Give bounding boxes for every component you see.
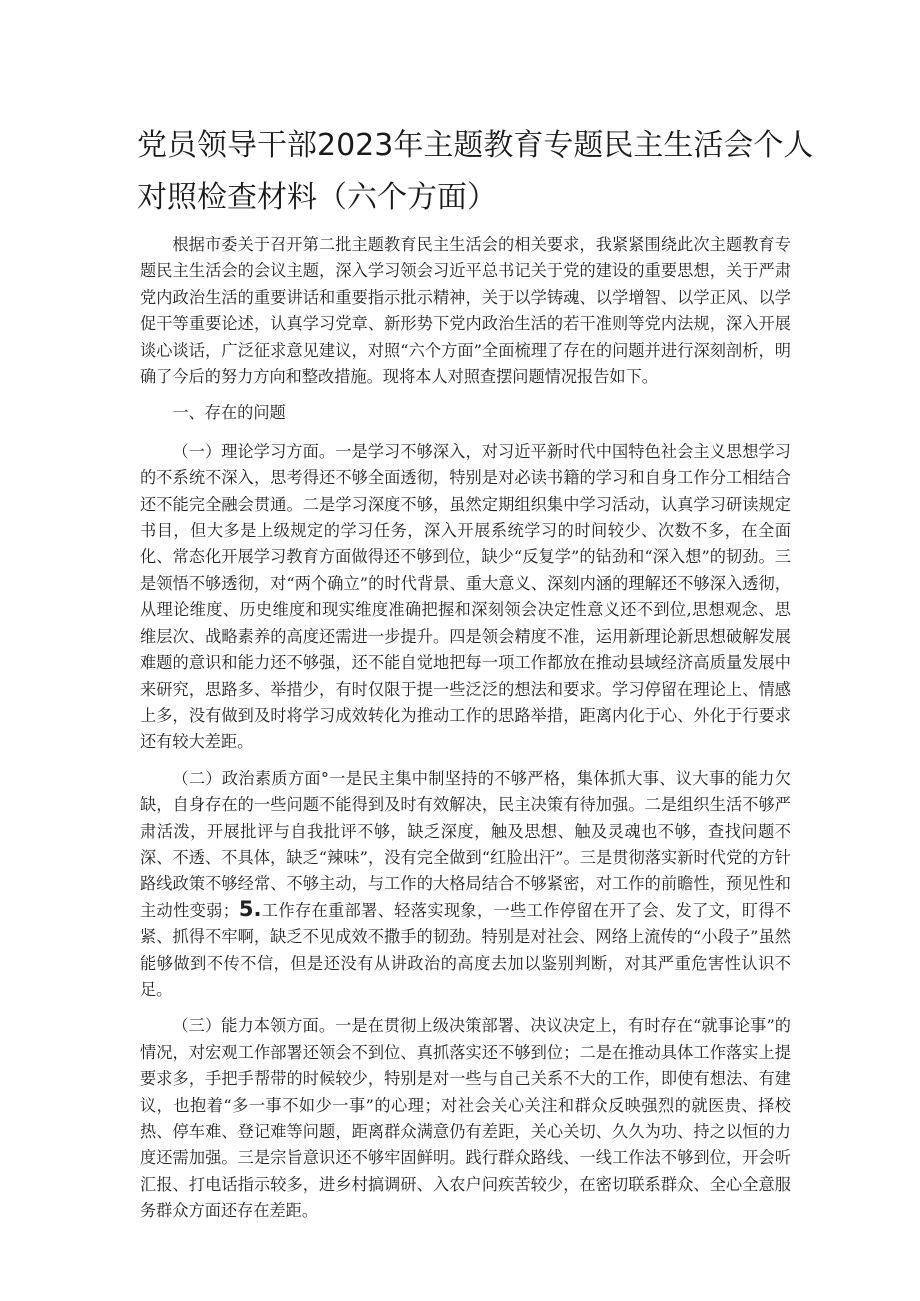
document-title (137, 120, 814, 224)
item-number-5: 5. (238, 896, 262, 921)
political-quality-text-b: 工作存在重部署、轻落实现象，一些工作停留在开了会、发了文，盯得不紧、抓得不牢啊，缺乏不见成效不撒手的韧劲。特别是对社会、网络上流传的“小段子”虽然能够做到不传不信，但是还没有从讲政治的高度去加以鉴别判断，对其严重危害性认识不足。 (140, 900, 791, 999)
intro-paragraph: 根据市委关于召开第二批主题教育民主生活会的相关要求，我紧紧围绕此次主题教育专题民主生活会的会议主题，深入学习领会习近平总书记关于党的建设的重要思想，关于严肃党内政治生活的重要讲话和重要指示批示精神，关于以学铸魂、以学增智、以学正风、以学促干等重要论述，认真学习党章、新形势下党内政治生活的若干准则等党内法规，深入开展谈心谈话，广泛征求意见建议，对照“六个方面”全面梳理了存在的问题并进行深刻剖析，明确了今后的努力方向和整改措施。现将本人对照查摆问题情况报告如下。 (140, 235, 791, 387)
title-line-1: 党员领导干部2023年主题教育专题民主生活会个人 (137, 128, 814, 163)
theory-study-paragraph: （一）理论学习方面。一是学习不够深入，对习近平新时代中国特色社会主义思想学习的不系统不深入，思考得还不够全面透彻，特别是对必读书籍的学习和自身工作分工相结合还不能完全融会贯通。二是学习深度不够，虽然定期组织集中学习活动，认真学习研读规定书目，但大多是上级规定的学习任务，深入开展系统学习的时间较少、次数不多，在全面化、常态化开展学习教育方面做得还不够到位，缺少“反复学”的钻劲和“深入想”的韧劲。三是领悟不够透彻，对“两个确立”的时代背景、重大意义、深刻内涵的理解还不够深入透彻，从理论维度、历史维度和现实维度准确把握和深刻领会决定性意义还不到位,思想观念、思维层次、战略素养的高度还需进一步提升。四是领会精度不准，运用新理论新思想破解发展难题的意识和能力还不够强，还不能自觉地把每一项工作都放在推动县域经济高质量发展中来研究，思路多、举措少，有时仅限于提一些泛泛的想法和要求。学习停留在理论上、情感上多，没有做到及时将学习成效转化为推动工作的思路举措，距离内化于心、外化于行要求还有较大差距。 (140, 441, 791, 752)
section-heading: 一、存在的问题 (172, 403, 286, 423)
ability-paragraph: （三）能力本领方面。一是在贯彻上级决策部署、决议决定上，有时存在“就事论事”的情况，对宏观工作部署还领会不到位、真抓落实还不够到位；二是在推动具体工作落实上提要求多，手把手帮带的时候较少，特别是对一些与自己关系不大的工作，即使有想法、有建议，也抱着“多一事不如少一事”的心理；对社会关心关注和群众反映强烈的就医贵、择校热、停车难、登记难等问题，距离群众满意仍有差距，关心关切、久久为功、持之以恒的力度还需加强。三是宗旨意识还不够牢固鲜明。践行群众路线、一线工作法不够到位，开会听汇报、打电话指示较多，进乡村搞调研、入农户问疾苦较少，在密切联系群众、全心全意服务群众方面还存在差距。 (140, 1016, 791, 1221)
title-line-2: 对照检查材料（六个方面） (137, 180, 497, 215)
document-body (140, 232, 791, 1235)
political-quality-paragraph (140, 766, 791, 1004)
political-quality-text-a: （二）政治素质方面°一是民主集中制坚持的不够严格，集体抓大事、议大事的能力欠缺，自身存在的一些问题不能得到及时有效解决，民主决策有待加强。二是组织生活不够严肃活泼，开展批评与自我批评不够，缺乏深度，触及思想、触及灵魂也不够，查找问题不深、不透、不具体，缺乏“辣味”，没有完全做到“红脸出汗”。三是贯彻落实新时代党的方针路线政策不够经常、不够主动，与工作的大格局结合不够紧密，对工作的前瞻性，预见性和主动性变弱； (140, 768, 791, 920)
